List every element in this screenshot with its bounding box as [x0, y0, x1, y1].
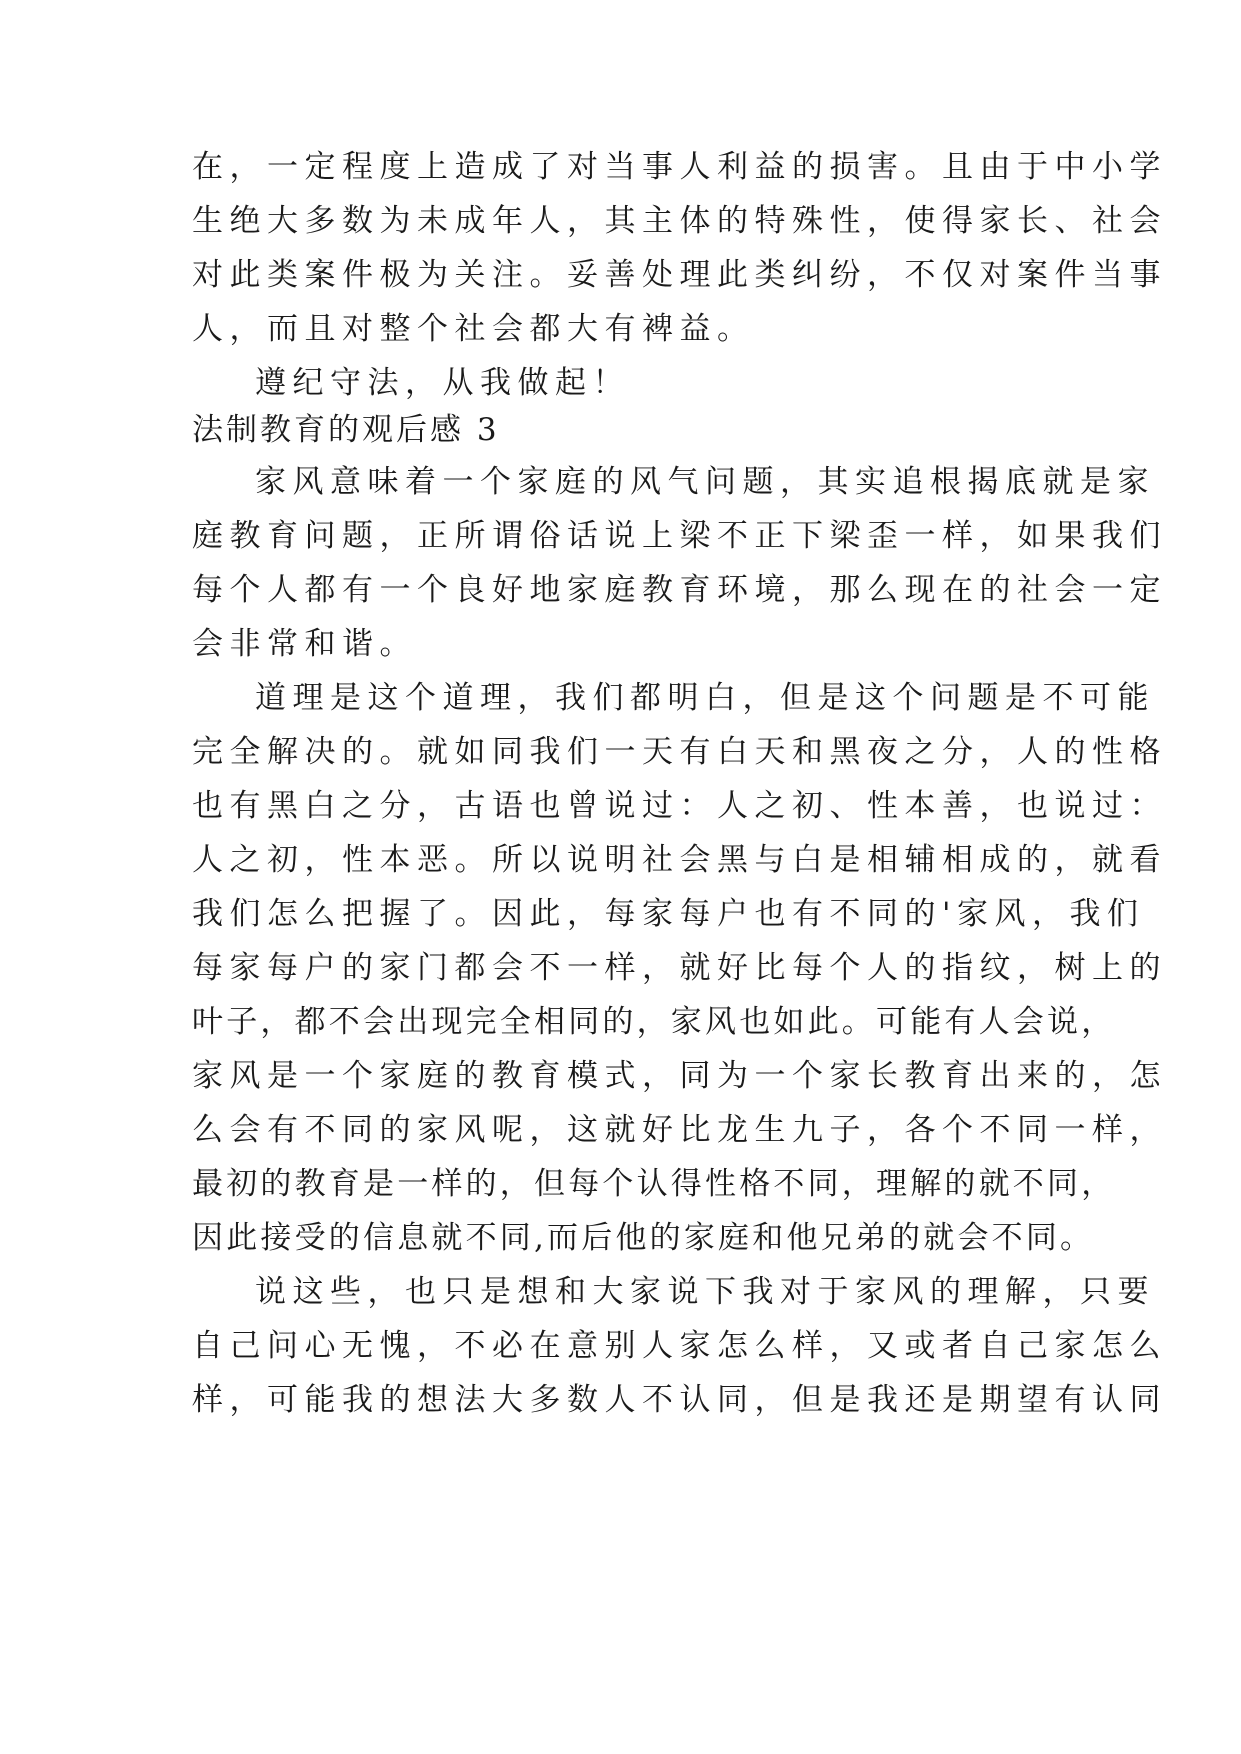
paragraph-line: 么会有不同的家风呢，这就好比龙生九子，各个不同一样， — [192, 1112, 1167, 1148]
paragraph-line: 人，而且对整个社会都大有裨益。 — [192, 311, 755, 347]
paragraph-line: 家风是一个家庭的教育模式，同为一个家长教育出来的，怎 — [192, 1058, 1167, 1094]
paragraph-line: 会非常和谐。 — [192, 626, 417, 662]
paragraph-line: 最初的教育是一样的，但每个认得性格不同，理解的就不同， — [192, 1166, 1116, 1202]
paragraph-line: 道理是这个道理，我们都明白，但是这个问题是不可能 — [255, 680, 1155, 716]
paragraph-line: 也有黑白之分，古语也曾说过：人之初、性本善，也说过： — [192, 788, 1167, 824]
paragraph-line: 庭教育问题，正所谓俗话说上梁不正下梁歪一样，如果我们 — [192, 518, 1167, 554]
paragraph-line: 因此接受的信息就不同,而后他的家庭和他兄弟的就会不同。 — [192, 1220, 1095, 1256]
paragraph-line: 完全解决的。就如同我们一天有白天和黑夜之分，人的性格 — [192, 734, 1167, 770]
paragraph-line: 在，一定程度上造成了对当事人利益的损害。且由于中小学 — [192, 149, 1167, 185]
paragraph-line: 说这些，也只是想和大家说下我对于家风的理解，只要 — [255, 1274, 1155, 1310]
paragraph-line: 生绝大多数为未成年人，其主体的特殊性，使得家长、社会 — [192, 203, 1167, 239]
paragraph-line: 对此类案件极为关注。妥善处理此类纠纷，不仅对案件当事 — [192, 257, 1167, 293]
paragraph-line: 家风意味着一个家庭的风气问题，其实追根揭底就是家 — [255, 464, 1155, 500]
paragraph-line: 遵纪守法，从我做起！ — [255, 365, 630, 401]
paragraph-line: 人之初，性本恶。所以说明社会黑与白是相辅相成的，就看 — [192, 842, 1167, 878]
paragraph-line: 我们怎么把握了。因此，每家每户也有不同的'家风，我们 — [192, 896, 1145, 932]
paragraph-line: 叶子，都不会出现完全相同的，家风也如此。可能有人会说， — [192, 1004, 1116, 1040]
paragraph-line: 自己问心无愧，不必在意别人家怎么样，又或者自己家怎么 — [192, 1328, 1167, 1364]
paragraph-line: 样，可能我的想法大多数人不认同，但是我还是期望有认同 — [192, 1382, 1167, 1418]
paragraph-line: 每个人都有一个良好地家庭教育环境，那么现在的社会一定 — [192, 572, 1167, 608]
section-heading: 法制教育的观后感 3 — [192, 412, 500, 448]
paragraph-line: 每家每户的家门都会不一样，就好比每个人的指纹，树上的 — [192, 950, 1167, 986]
